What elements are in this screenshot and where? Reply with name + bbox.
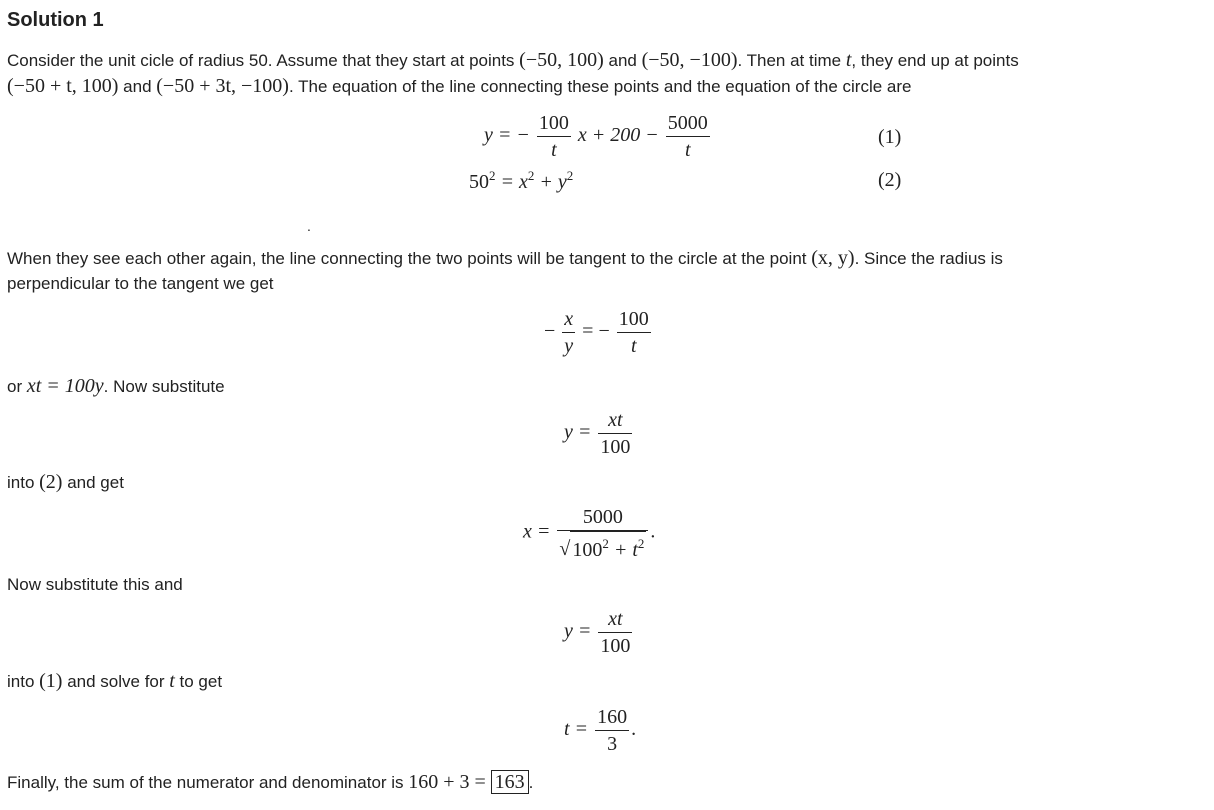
eq2-x-exp: 2 bbox=[527, 168, 535, 183]
frac-numerator: x bbox=[564, 308, 574, 330]
text: and get bbox=[62, 473, 124, 492]
math-start-point-b: (−50, −100) bbox=[641, 49, 738, 71]
math-ref-1: (1) bbox=[39, 670, 63, 692]
math-start-point-a: (−50, 100) bbox=[519, 49, 604, 71]
radicand-t-exp: 2 bbox=[637, 536, 645, 551]
equation-x-solution bbox=[523, 504, 655, 562]
eq1-fraction-slope bbox=[537, 110, 571, 163]
text: . Then at time bbox=[737, 51, 846, 70]
eq1-fraction-intercept bbox=[666, 110, 710, 163]
eq6-lhs: y = bbox=[564, 620, 592, 643]
eq1-middle: x + 200 − bbox=[577, 124, 659, 147]
paragraph-final-answer bbox=[7, 769, 533, 796]
equation-circle bbox=[469, 168, 573, 194]
eq4-lhs: y = bbox=[564, 421, 592, 444]
frac-denominator: t bbox=[630, 335, 637, 357]
math-sum: 160 + 3 = bbox=[408, 771, 486, 793]
frac-numerator: 5000 bbox=[582, 506, 623, 528]
text: or bbox=[7, 377, 27, 396]
text: and bbox=[118, 77, 157, 96]
eq1-lhs: y = − bbox=[484, 124, 530, 147]
eq2-exp: 2 bbox=[489, 168, 496, 183]
text: . bbox=[528, 773, 534, 792]
equation-t-solution bbox=[564, 704, 636, 757]
text: into bbox=[7, 473, 40, 492]
eq7-fraction bbox=[595, 704, 629, 757]
frac-denominator: 100 bbox=[600, 635, 631, 657]
frac-numerator: 100 bbox=[618, 308, 649, 330]
eq6-fraction bbox=[598, 606, 632, 659]
eq2-rhs-x: = x bbox=[500, 171, 528, 193]
paragraph-tangent-line1 bbox=[7, 245, 1003, 272]
math-xt-100y: xt = 100y bbox=[26, 375, 104, 397]
eq3-fraction-left bbox=[562, 306, 575, 359]
frac-denominator: 100 bbox=[600, 436, 631, 458]
frac-numerator: 100 bbox=[538, 112, 569, 134]
equation-perpendicular bbox=[544, 306, 653, 359]
equation-y-substitution-2 bbox=[564, 606, 634, 659]
math-ref-2: (2) bbox=[39, 471, 63, 493]
paragraph-or-xt bbox=[7, 373, 225, 400]
math-end-point-a: (−50 + t, 100) bbox=[7, 75, 119, 97]
text: into bbox=[7, 672, 40, 691]
math-point-xy: (x, y) bbox=[811, 247, 855, 269]
boxed-answer: 163 bbox=[491, 770, 529, 794]
frac-numerator: xt bbox=[608, 608, 623, 630]
math-end-point-b: (−50 + 3t, −100) bbox=[156, 75, 289, 97]
eq7-lhs: t = bbox=[564, 718, 589, 741]
frac-denominator: y bbox=[564, 335, 574, 357]
eq2-rhs-y: + y bbox=[534, 171, 567, 193]
text: Consider the unit cicle of radius 50. Assume that they start at points bbox=[7, 51, 520, 70]
text: . Now substitute bbox=[103, 377, 225, 396]
eq5-lhs: x = bbox=[523, 520, 551, 543]
frac-denominator: t bbox=[684, 139, 691, 161]
paragraph-tangent-line2: perpendicular to the tangent we get bbox=[7, 274, 274, 293]
text: . The equation of the line connecting these points and the equation of the circle are bbox=[288, 77, 912, 96]
text: , they end up at points bbox=[851, 51, 1019, 70]
eq5-fraction bbox=[557, 504, 648, 562]
paragraph-substitute-this: Now substitute this and bbox=[7, 575, 183, 594]
radicand-exp: 2 bbox=[602, 536, 609, 551]
text: and bbox=[603, 51, 642, 70]
paragraph-intro-line2 bbox=[7, 73, 911, 100]
sqrt-sign: √ bbox=[559, 538, 571, 560]
math-t: t bbox=[169, 670, 175, 692]
text: to get bbox=[174, 672, 223, 691]
eq3-equals: = − bbox=[582, 320, 610, 343]
frac-denominator-sqrt bbox=[557, 531, 648, 562]
frac-numerator: 5000 bbox=[667, 112, 708, 134]
equation-y-substitution bbox=[564, 407, 634, 460]
frac-numerator: xt bbox=[608, 409, 623, 431]
stray-period: . bbox=[307, 218, 311, 234]
eq2-base: 50 bbox=[469, 171, 489, 193]
equation-label-1: (1) bbox=[878, 126, 902, 148]
equation-line bbox=[484, 110, 712, 163]
text: Finally, the sum of the numerator and denominator is bbox=[7, 773, 409, 792]
frac-denominator: t bbox=[551, 139, 557, 161]
eq3-fraction-right bbox=[617, 306, 651, 359]
radicand-t: + t bbox=[608, 539, 638, 561]
text: . Since the radius is bbox=[854, 249, 1003, 268]
radicand-base: 100 bbox=[572, 539, 603, 561]
eq4-fraction bbox=[598, 407, 632, 460]
eq5-period: . bbox=[650, 520, 656, 543]
frac-numerator: 160 bbox=[597, 706, 628, 728]
paragraph-intro-line1 bbox=[7, 47, 1019, 74]
eq2-y-exp: 2 bbox=[566, 168, 574, 183]
solution-title: Solution 1 bbox=[7, 9, 104, 31]
frac-denominator: 3 bbox=[607, 733, 618, 755]
eq7-period: . bbox=[631, 718, 637, 741]
text: and solve for bbox=[62, 672, 170, 691]
equation-label-2: (2) bbox=[878, 169, 902, 191]
paragraph-into-2 bbox=[7, 469, 124, 496]
math-t: t bbox=[845, 49, 852, 71]
paragraph-into-1 bbox=[7, 668, 222, 695]
text: When they see each other again, the line connecting the two points will be tangent to the circle at the point bbox=[7, 249, 812, 268]
eq3-neg: − bbox=[544, 320, 556, 343]
